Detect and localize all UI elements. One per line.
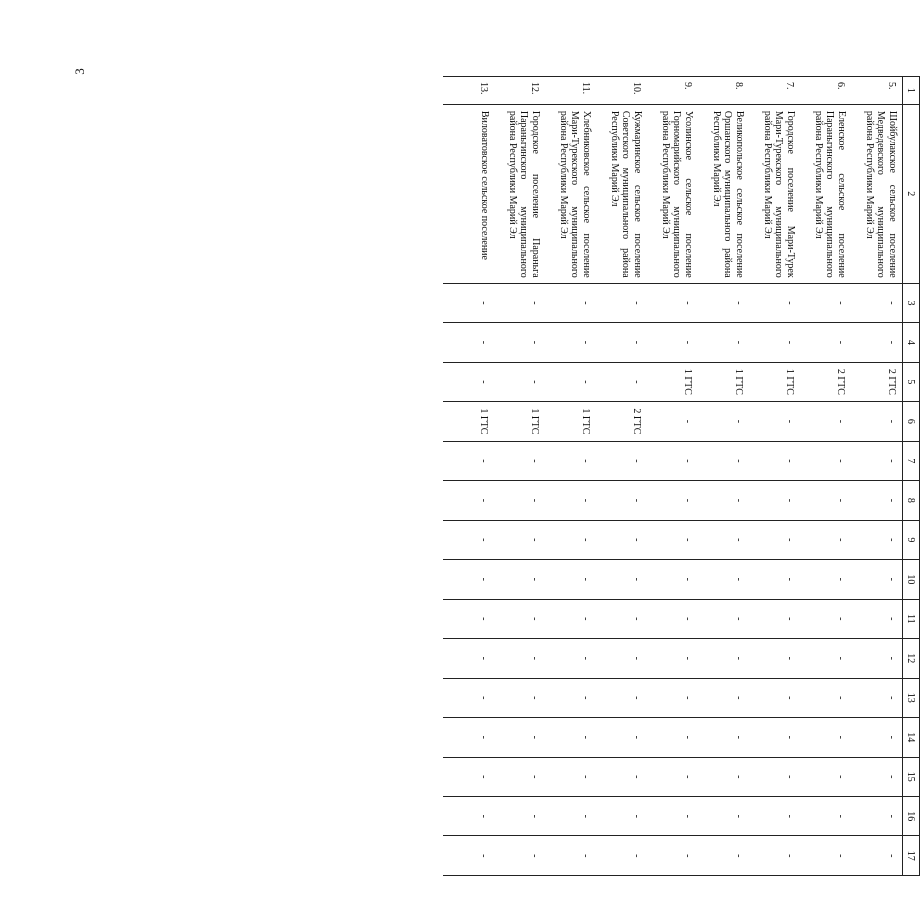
cell-col-15: -: [800, 757, 851, 796]
row-number: 9.: [647, 77, 698, 105]
table-row: [443, 77, 494, 876]
cell-col-15: -: [443, 757, 494, 796]
cell-col-12: -: [749, 639, 800, 678]
cell-col-9: -: [545, 520, 596, 559]
cell-col-3: -: [698, 283, 749, 322]
cell-col-15: -: [596, 757, 647, 796]
cell-col-5: -: [494, 362, 545, 401]
cell-col-10: -: [596, 560, 647, 599]
cell-col-8: -: [545, 481, 596, 520]
table-row: [545, 77, 596, 876]
column-header-3: 3: [903, 283, 920, 322]
column-header-11: 11: [903, 599, 920, 638]
cell-col-7: -: [596, 441, 647, 480]
cell-col-3: -: [596, 283, 647, 322]
cell-col-4: -: [494, 323, 545, 362]
cell-col-17: -: [545, 836, 596, 876]
settlement-name: Кужмаринское сельское поселение Советского муниципального района Республики Марий Эл: [596, 104, 647, 283]
column-header-1: 1: [903, 77, 920, 105]
table-body: [443, 77, 903, 876]
cell-col-5: -: [596, 362, 647, 401]
column-header-15: 15: [903, 757, 920, 796]
cell-col-16: -: [851, 797, 903, 836]
cell-col-4: -: [851, 323, 903, 362]
cell-col-15: -: [545, 757, 596, 796]
cell-col-15: -: [749, 757, 800, 796]
cell-col-9: -: [749, 520, 800, 559]
column-header-7: 7: [903, 441, 920, 480]
settlement-name: Городское поселение Мари-Турек Мари-Турекского муниципального района Республики Марий Эл: [749, 104, 800, 283]
cell-col-12: -: [596, 639, 647, 678]
cell-col-11: -: [545, 599, 596, 638]
cell-col-6: -: [647, 402, 698, 441]
cell-col-10: -: [443, 560, 494, 599]
column-header-12: 12: [903, 639, 920, 678]
cell-col-13: -: [596, 678, 647, 717]
cell-col-5: 1 ГТС: [749, 362, 800, 401]
settlement-name: Еленское сельское поселение Параньгинского муниципального района Республики Марий Эл: [800, 104, 851, 283]
settlement-name: Шойбулакское сельское поселение Медведевского муниципального района Республики Марий Эл: [851, 104, 903, 283]
cell-col-9: -: [698, 520, 749, 559]
table-row: [494, 77, 545, 876]
cell-col-15: -: [494, 757, 545, 796]
cell-col-5: -: [443, 362, 494, 401]
cell-col-17: -: [749, 836, 800, 876]
row-number: 7.: [749, 77, 800, 105]
cell-col-12: -: [647, 639, 698, 678]
cell-col-11: -: [800, 599, 851, 638]
settlement-name: Городское поселение Параньга Параньгинского муниципального района Республики Марий Эл: [494, 104, 545, 283]
cell-col-13: -: [545, 678, 596, 717]
cell-col-6: 2 ГТС: [596, 402, 647, 441]
table-row: [647, 77, 698, 876]
cell-col-10: -: [749, 560, 800, 599]
settlement-name: Виловатовское сельское поселение: [443, 104, 494, 283]
cell-col-11: -: [647, 599, 698, 638]
cell-col-3: -: [800, 283, 851, 322]
column-header-9: 9: [903, 520, 920, 559]
cell-col-16: -: [443, 797, 494, 836]
cell-col-16: -: [494, 797, 545, 836]
cell-col-8: -: [647, 481, 698, 520]
table-row: [800, 77, 851, 876]
cell-col-11: -: [851, 599, 903, 638]
cell-col-6: -: [851, 402, 903, 441]
cell-col-9: -: [851, 520, 903, 559]
cell-col-14: -: [596, 718, 647, 757]
cell-col-4: -: [749, 323, 800, 362]
cell-col-13: -: [647, 678, 698, 717]
table-row: [851, 77, 903, 876]
cell-col-15: -: [647, 757, 698, 796]
cell-col-5: -: [545, 362, 596, 401]
cell-col-6: -: [749, 402, 800, 441]
cell-col-12: -: [800, 639, 851, 678]
row-number: 8.: [698, 77, 749, 105]
column-header-6: 6: [903, 402, 920, 441]
cell-col-13: -: [851, 678, 903, 717]
cell-col-4: -: [698, 323, 749, 362]
column-header-8: 8: [903, 481, 920, 520]
cell-col-11: -: [494, 599, 545, 638]
cell-col-10: -: [494, 560, 545, 599]
cell-col-12: -: [443, 639, 494, 678]
cell-col-4: -: [443, 323, 494, 362]
cell-col-11: -: [749, 599, 800, 638]
cell-col-3: -: [749, 283, 800, 322]
cell-col-17: -: [698, 836, 749, 876]
cell-col-17: -: [647, 836, 698, 876]
cell-col-7: -: [698, 441, 749, 480]
cell-col-8: -: [698, 481, 749, 520]
cell-col-8: -: [596, 481, 647, 520]
cell-col-13: -: [800, 678, 851, 717]
cell-col-8: -: [494, 481, 545, 520]
cell-col-14: -: [545, 718, 596, 757]
column-header-13: 13: [903, 678, 920, 717]
cell-col-7: -: [800, 441, 851, 480]
cell-col-13: -: [494, 678, 545, 717]
cell-col-10: -: [851, 560, 903, 599]
cell-col-12: -: [851, 639, 903, 678]
row-number: 13.: [443, 77, 494, 105]
cell-col-12: -: [545, 639, 596, 678]
cell-col-16: -: [647, 797, 698, 836]
cell-col-12: -: [698, 639, 749, 678]
cell-col-9: -: [647, 520, 698, 559]
cell-col-10: -: [545, 560, 596, 599]
settlement-name: Хлебниковское сельское поселение Мари-Турекского муниципального района Республики Марий Эл: [545, 104, 596, 283]
cell-col-15: -: [698, 757, 749, 796]
cell-col-11: -: [698, 599, 749, 638]
cell-col-16: -: [749, 797, 800, 836]
cell-col-9: -: [800, 520, 851, 559]
cell-col-13: -: [443, 678, 494, 717]
cell-col-7: -: [494, 441, 545, 480]
cell-col-10: -: [800, 560, 851, 599]
cell-col-5: 1 ГТС: [647, 362, 698, 401]
cell-col-11: -: [596, 599, 647, 638]
cell-col-16: -: [596, 797, 647, 836]
cell-col-6: -: [800, 402, 851, 441]
cell-col-7: -: [851, 441, 903, 480]
cell-col-7: -: [443, 441, 494, 480]
table-row: [698, 77, 749, 876]
cell-col-4: -: [647, 323, 698, 362]
header-row: [903, 77, 920, 876]
page-number: 3: [71, 68, 87, 75]
row-number: 10.: [596, 77, 647, 105]
cell-col-17: -: [596, 836, 647, 876]
cell-col-6: 1 ГТС: [494, 402, 545, 441]
row-number: 12.: [494, 77, 545, 105]
cell-col-8: -: [443, 481, 494, 520]
cell-col-7: -: [545, 441, 596, 480]
cell-col-7: -: [647, 441, 698, 480]
cell-col-15: -: [851, 757, 903, 796]
column-header-17: 17: [903, 836, 920, 876]
cell-col-16: -: [698, 797, 749, 836]
cell-col-11: -: [443, 599, 494, 638]
cell-col-4: -: [545, 323, 596, 362]
cell-col-17: -: [443, 836, 494, 876]
cell-col-5: 2 ГТС: [800, 362, 851, 401]
column-header-16: 16: [903, 797, 920, 836]
cell-col-16: -: [545, 797, 596, 836]
data-table: [443, 76, 920, 876]
cell-col-14: -: [800, 718, 851, 757]
cell-col-14: -: [494, 718, 545, 757]
cell-col-17: -: [800, 836, 851, 876]
cell-col-6: -: [698, 402, 749, 441]
row-number: 11.: [545, 77, 596, 105]
cell-col-4: -: [596, 323, 647, 362]
cell-col-13: -: [749, 678, 800, 717]
cell-col-14: -: [698, 718, 749, 757]
cell-col-14: -: [647, 718, 698, 757]
cell-col-14: -: [443, 718, 494, 757]
column-header-2: 2: [903, 104, 920, 283]
cell-col-7: -: [749, 441, 800, 480]
column-header-4: 4: [903, 323, 920, 362]
cell-col-14: -: [749, 718, 800, 757]
row-number: 6.: [800, 77, 851, 105]
cell-col-13: -: [698, 678, 749, 717]
cell-col-9: -: [596, 520, 647, 559]
cell-col-17: -: [494, 836, 545, 876]
cell-col-16: -: [800, 797, 851, 836]
settlement-name: Усолинское сельское поселение Горномарийского муниципального района Республики Марий Эл: [647, 104, 698, 283]
cell-col-3: -: [545, 283, 596, 322]
cell-col-4: -: [800, 323, 851, 362]
cell-col-8: -: [749, 481, 800, 520]
cell-col-3: -: [494, 283, 545, 322]
cell-col-10: -: [698, 560, 749, 599]
column-header-10: 10: [903, 560, 920, 599]
cell-col-10: -: [647, 560, 698, 599]
cell-col-5: 2 ГТС: [851, 362, 903, 401]
cell-col-3: -: [443, 283, 494, 322]
cell-col-6: 1 ГТС: [545, 402, 596, 441]
cell-col-5: 1 ГТС: [698, 362, 749, 401]
settlement-name: Великопольское сельское поселение Оршанского муниципального района Республики Марий Эл: [698, 104, 749, 283]
cell-col-9: -: [443, 520, 494, 559]
cell-col-8: -: [851, 481, 903, 520]
table-row: [596, 77, 647, 876]
column-header-14: 14: [903, 718, 920, 757]
cell-col-3: -: [851, 283, 903, 322]
table-row: [749, 77, 800, 876]
row-number: 5.: [851, 77, 903, 105]
column-header-5: 5: [903, 362, 920, 401]
cell-col-3: -: [647, 283, 698, 322]
cell-col-8: -: [800, 481, 851, 520]
cell-col-6: 1 ГТС: [443, 402, 494, 441]
cell-col-14: -: [851, 718, 903, 757]
cell-col-9: -: [494, 520, 545, 559]
cell-col-17: -: [851, 836, 903, 876]
cell-col-12: -: [494, 639, 545, 678]
